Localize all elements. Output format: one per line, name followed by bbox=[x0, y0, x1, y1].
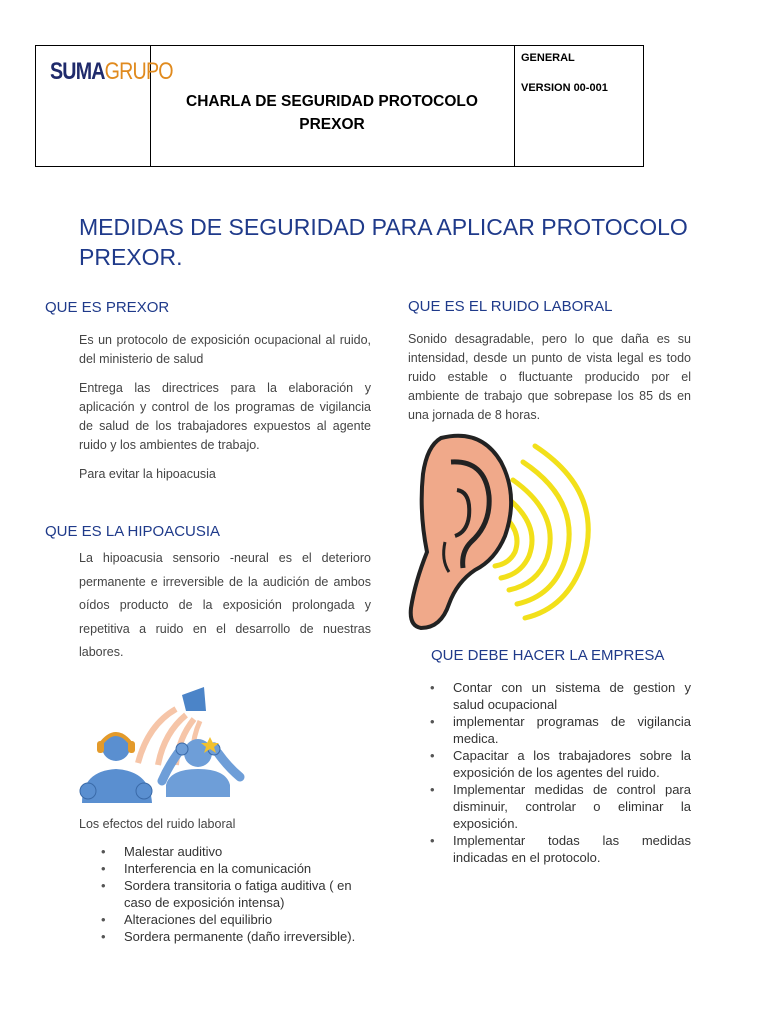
logo-cell bbox=[36, 46, 173, 166]
prexor-paragraph-1: Es un protocolo de exposición ocupacional al ruido, del ministerio de salud bbox=[79, 333, 371, 366]
list-item: • Alteraciones del equilibrio bbox=[79, 911, 379, 928]
heading-prexor: QUE ES PREXOR bbox=[45, 299, 170, 316]
heading-hipoacusia: QUE ES LA HIPOACUSIA bbox=[45, 523, 221, 540]
hipoacusia-paragraph: La hipoacusia sensorio -neural es el deterioro permanente e irreversible de la audición de ambos oídos producto de la exposición prolongada y repetitiva a ruido en el desarrollo de nuestras labores. bbox=[79, 551, 371, 659]
doc-title-cell bbox=[150, 46, 515, 166]
main-title: MEDIDAS DE SEGURIDAD PARA APLICAR PROTOCOLO PREXOR. bbox=[79, 214, 688, 270]
header-table bbox=[35, 45, 644, 167]
company-logo: SUMAGRUPO bbox=[50, 58, 173, 85]
list-item: • Interferencia en la comunicación bbox=[79, 860, 379, 877]
list-item: • Implementar todas las medidas indicadas en el protocolo. bbox=[408, 832, 691, 866]
empresa-list bbox=[408, 679, 691, 866]
prexor-paragraph-3: Para evitar la hipoacusia bbox=[79, 467, 216, 481]
ruido-paragraph: Sonido desagradable, pero lo que daña es su intensidad, desde un punto de vista legal es todo ruido estable o fluctuante producido por el ambiente de trabajo que sobrepase los 85 ds en una jornada de 8 horas. bbox=[408, 332, 691, 422]
list-item: • Sordera transitoria o fatiga auditiva ( en caso de exposición intensa) bbox=[79, 877, 379, 911]
list-item: • Implementar medidas de control para disminuir, controlar o eliminar la exposición. bbox=[408, 781, 691, 832]
ear-illustration bbox=[405, 432, 615, 637]
efectos-intro: Los efectos del ruido laboral bbox=[79, 817, 236, 831]
prexor-paragraph-2: Entrega las directrices para la elaboración y aplicación y control de los programas de vigilancia de salud de los trabajadores expuestos al agente ruido y los ambientes de trabajo. bbox=[79, 381, 371, 452]
prexor-section bbox=[79, 331, 371, 484]
list-item: • Capacitar a los trabajadores sobre la exposición de los agentes del ruido. bbox=[408, 747, 691, 781]
efectos-list bbox=[79, 843, 379, 945]
version-label: VERSION 00-001 bbox=[521, 82, 608, 94]
workers-noise-illustration bbox=[78, 685, 250, 805]
list-item: • Malestar auditivo bbox=[79, 843, 379, 860]
list-item: • implementar programas de vigilancia medica. bbox=[408, 713, 691, 747]
heading-empresa: QUE DEBE HACER LA EMPRESA bbox=[431, 647, 665, 664]
general-label: GENERAL bbox=[521, 52, 575, 64]
list-item: • Sordera permanente (daño irreversible). bbox=[79, 928, 379, 945]
doc-title: CHARLA DE SEGURIDAD PROTOCOLO PREXOR bbox=[186, 93, 478, 133]
heading-ruido-laboral: QUE ES EL RUIDO LABORAL bbox=[408, 298, 613, 315]
list-item: • Contar con un sistema de gestion y salud ocupacional bbox=[408, 679, 691, 713]
